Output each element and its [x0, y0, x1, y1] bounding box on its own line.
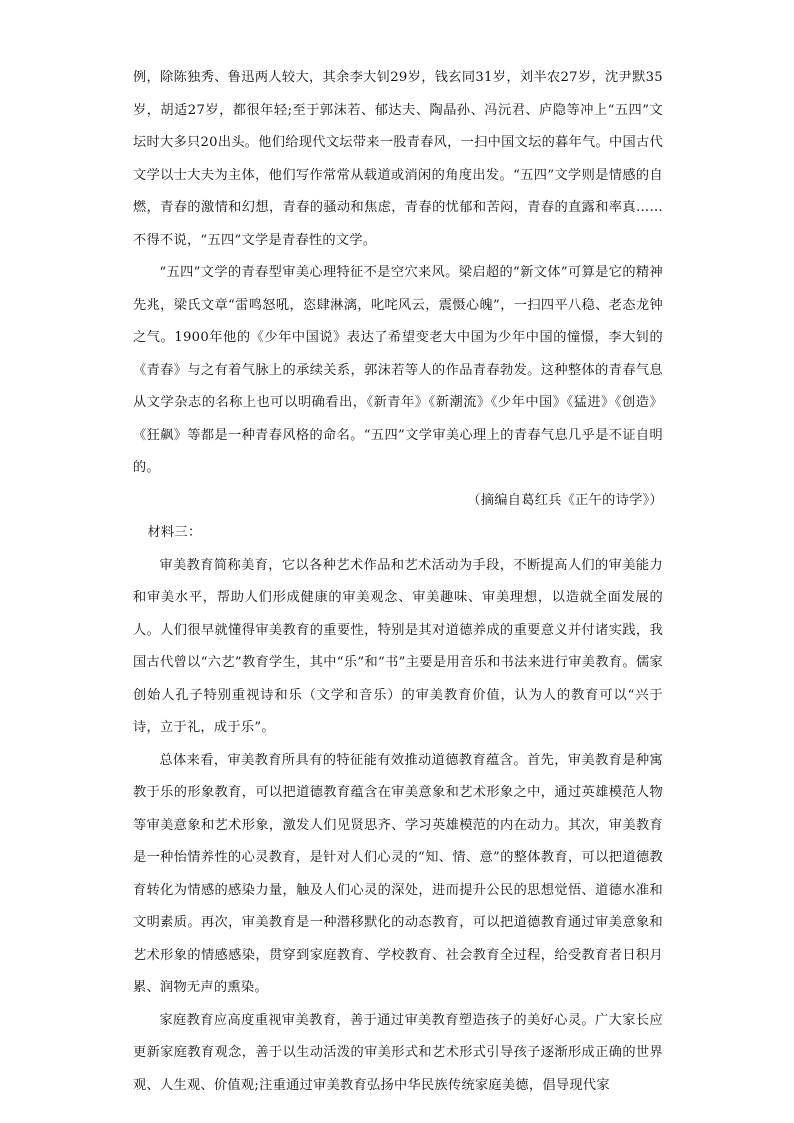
paragraph-5: 家庭教育应高度重视审美教育，善于通过审美教育塑造孩子的美好心灵。广大家长应更新家庭教育观念，善于以生动活泼的审美形式和艺术形式引导孩子逐渐形成正确的世界观、人生观、价值观;注重通过审美教育弘扬中华民族传统家庭美德，倡导现代家 [133, 1012, 663, 1093]
paragraph-4: 总体来看，审美教育所具有的特征能有效推动道德教育蕴含。首先，审美教育是种寓教于乐的形象教育，可以把道德教育蕴含在审美意象和艺术形象之中，通过英雄模范人物等审美意象和艺术形象，激发人们见贤思齐、学习英雄模范的内在动力。其次，审美教育是一种怡情养性的心灵教育，是针对人们心灵的“知、情、意”的整体教育，可以把道德教育转化为情感的感染力量，触及人们心灵的深处，进而提升公民的思想觉悟、道德水准和文明素质。再次，审美教育是一种潜移默化的动态教育，可以把道德教育通过审美意象和艺术形象的情感感染，贯穿到家庭教育、学校教育、社会教育全过程，给受教育者日积月累、润物无声的熏染。 [133, 752, 663, 995]
document-body [133, 62, 663, 1102]
paragraph-2: “五四”文学的青春型审美心理特征不是空穴来风。梁启超的“新文体”可算是它的精神先兆，梁氏文章“雷鸣怒吼，恣肆淋漓，叱咤风云，震慑心魄”，一扫四平八稳、老态龙钟之气。1900年他的《少年中国说》表达了希望变老大中国为少年中国的憧憬，李大钊的《青春》与之有着气脉上的承续关系，郭沫若等人的作品青春勃发。这种整体的青春气息从文学杂志的名称上也可以明确看出，《新青年》《新潮流》《少年中国》《猛进》《创造》《狂飙》等都是一种青春风格的命名。“五四”文学审美心理上的青春气息几乎是不证自明的。 [133, 265, 663, 475]
section-heading: 材料三： [147, 525, 202, 540]
source-citation: （摘编自葛红兵《正午的诗学》） [467, 492, 663, 508]
paragraph-1: 例，除陈独秀、鲁迅两人较大，其余李大钊29岁，钱玄同31岁，刘半农27岁，沈尹默35岁，胡适27岁，都很年轻;至于郭沫若、郁达夫、陶晶孙、冯沅君、庐隐等冲上“五四”文坛时大多只20出头。他们给现代文坛带来一股青春风，一扫中国文坛的暮年气。中国古代文学以士大夫为主体，他们写作常常从载道或消闲的角度出发。“五四”文学则是情感的自燃，青春的激情和幻想，青春的骚动和焦虑，青春的忧郁和苦闷，青春的直露和率真……不得不说，“五四”文学是青春性的文学。 [133, 70, 663, 248]
paragraph-3: 审美教育简称美育，它以各种艺术作品和艺术活动为手段，不断提高人们的审美能力和审美水平，帮助人们形成健康的审美观念、审美趣味、审美理想，以造就全面发展的人。人们很早就懂得审美教育的重要性，特别是其对道德养成的重要意义并付诸实践，我国古代曾以“六艺”教育学生，其中“乐”和“书”主要是用音乐和书法来进行审美教育。儒家创始人孔子特别重视诗和乐（文学和音乐）的审美教育价值，认为人的教育可以“兴于诗，立于礼，成于乐”。 [133, 557, 663, 735]
